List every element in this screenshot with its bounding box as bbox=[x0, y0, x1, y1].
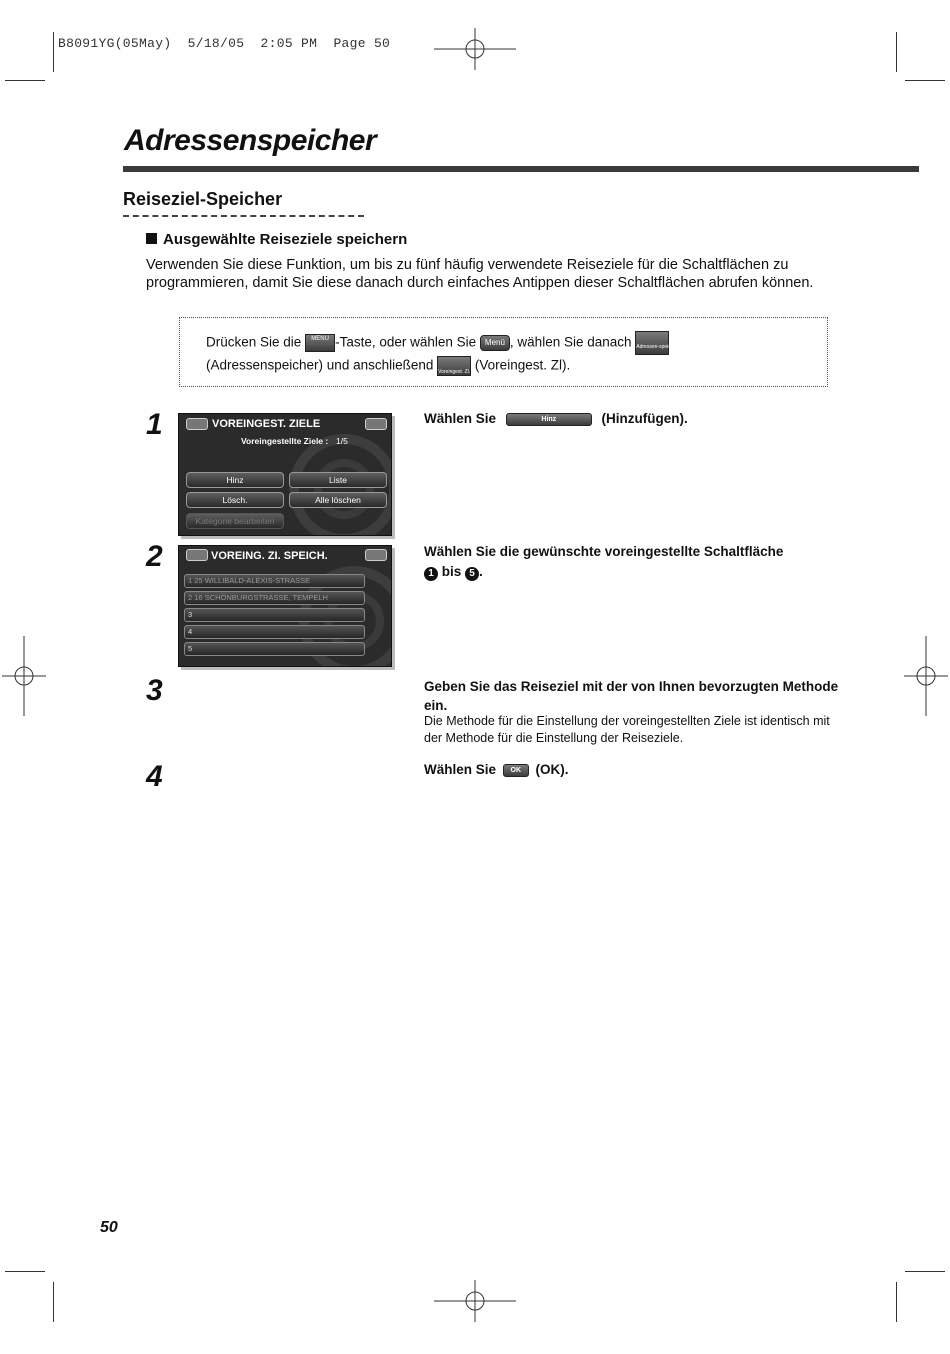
note-line-1 bbox=[206, 331, 678, 355]
registration-mark-right bbox=[904, 636, 948, 716]
note-box bbox=[179, 317, 828, 387]
note-text: , wählen Sie danach bbox=[509, 334, 632, 350]
preset-row[interactable] bbox=[184, 608, 365, 622]
note-line-2 bbox=[206, 356, 570, 376]
return-icon bbox=[365, 549, 387, 561]
row-address: 25 WILLIBALD-ALEXIS-STRASSE bbox=[194, 576, 311, 585]
counter-label: Voreingestellte Ziele : bbox=[241, 436, 329, 446]
step-3-body: Die Methode für die Einstellung der voreingestellten Ziele ist identisch mit der Methode für die Einstellung der Reiseziele. bbox=[424, 714, 830, 745]
hinz-button[interactable]: Hinz bbox=[186, 472, 284, 488]
registration-mark-top bbox=[434, 28, 516, 70]
screen-voreing-zi-speich bbox=[178, 545, 392, 667]
row-number: 1 bbox=[188, 576, 193, 585]
row-number: 3 bbox=[188, 610, 193, 619]
row-address: 16 SCHÖNBURGSTRASSE, TEMPELH bbox=[194, 593, 328, 602]
instruction-text: (OK). bbox=[535, 762, 569, 777]
subsection-title-text: Ausgewählte Reiseziele speichern bbox=[163, 231, 408, 248]
note-text: -Taste, oder wählen Sie bbox=[335, 334, 477, 350]
step-number: 4 bbox=[146, 760, 163, 793]
step-4-instruction bbox=[424, 762, 569, 777]
square-bullet-icon bbox=[146, 233, 157, 244]
step-1-instruction bbox=[424, 411, 688, 426]
screen-voreingest-ziele bbox=[178, 413, 392, 536]
preset-row[interactable] bbox=[184, 642, 365, 656]
back-home-icon bbox=[186, 418, 208, 430]
alle-loeschen-button[interactable]: Alle löschen bbox=[289, 492, 387, 508]
step-number: 3 bbox=[146, 674, 163, 707]
row-number: 2 bbox=[188, 593, 193, 602]
screen-title: VOREINGEST. ZIELE bbox=[212, 418, 321, 430]
voreingest-button-icon: Voreingest. Zl. bbox=[437, 356, 471, 376]
preset-row[interactable] bbox=[184, 574, 365, 588]
return-icon bbox=[365, 418, 387, 430]
instruction-text: bis bbox=[441, 564, 462, 579]
menu-button-icon: Menü bbox=[480, 335, 510, 351]
adressenspeicher-button-icon: Adressen-speicher bbox=[635, 331, 669, 355]
step-3-instruction: Geben Sie das Reiseziel mit der von Ihnen bevorzugten Methode ein. bbox=[424, 679, 839, 713]
section-divider bbox=[123, 215, 364, 217]
counter-value: 1/5 bbox=[336, 436, 348, 446]
ok-button-icon: OK bbox=[503, 764, 529, 777]
row-number: 5 bbox=[188, 644, 193, 653]
number-5-marker: 5 bbox=[465, 567, 479, 581]
page-title: Adressenspeicher bbox=[124, 124, 377, 157]
subsection-title bbox=[146, 231, 407, 248]
screen-title: VOREING. ZI. SPEICH. bbox=[211, 550, 328, 562]
registration-mark-bottom bbox=[434, 1280, 516, 1322]
step-number: 2 bbox=[146, 540, 163, 573]
instruction-text: . bbox=[479, 564, 483, 579]
back-home-icon bbox=[186, 549, 208, 561]
step-number: 1 bbox=[146, 408, 163, 441]
instruction-text: Wählen Sie die gewünschte voreingestellte Schaltfläche bbox=[424, 544, 784, 559]
instruction-text: (Hinzufügen). bbox=[601, 411, 688, 426]
note-text: Drücken Sie die bbox=[206, 334, 302, 350]
registration-mark-left bbox=[2, 636, 46, 716]
hinz-button-icon: Hinz bbox=[506, 413, 592, 426]
instruction-text: Wählen Sie bbox=[424, 762, 497, 777]
number-1-marker: 1 bbox=[424, 567, 438, 581]
preset-row[interactable] bbox=[184, 591, 365, 605]
note-text: (Adressenspeicher) und anschließend bbox=[206, 357, 434, 373]
title-rule bbox=[123, 166, 919, 172]
liste-button[interactable]: Liste bbox=[289, 472, 387, 488]
menu-key-icon: MENU bbox=[305, 334, 335, 352]
row-number: 4 bbox=[188, 627, 193, 636]
intro-paragraph: Verwenden Sie diese Funktion, um bis zu fünf häufig verwendete Reiseziele für die Schaltflächen zu programmieren, damit Sie diese danach durch einfaches Antippen dieser Schaltflächen abrufen können. bbox=[146, 257, 814, 291]
kategorie-bearbeiten-button[interactable]: Kategorie bearbeiten bbox=[186, 513, 284, 529]
section-title: Reiseziel-Speicher bbox=[123, 189, 283, 209]
step-2-instruction bbox=[424, 542, 844, 582]
preset-row[interactable] bbox=[184, 625, 365, 639]
page-number: 50 bbox=[100, 1219, 118, 1236]
print-metadata: B8091YG(05May) 5/18/05 2:05 PM Page 50 bbox=[58, 36, 391, 51]
instruction-text: Wählen Sie bbox=[424, 411, 497, 426]
loesch-button[interactable]: Lösch. bbox=[186, 492, 284, 508]
note-text: (Voreingest. Zl). bbox=[474, 357, 571, 373]
